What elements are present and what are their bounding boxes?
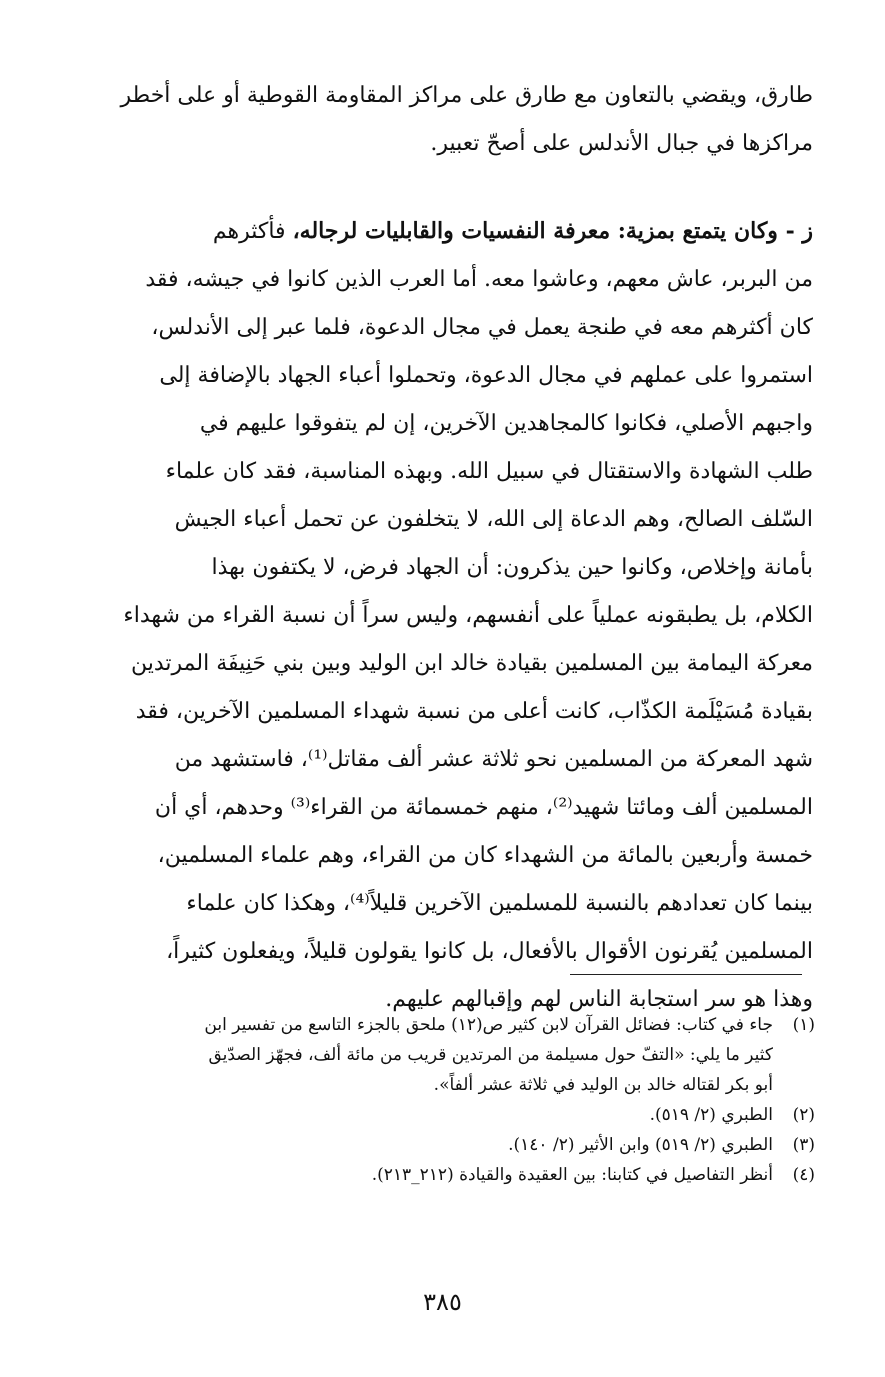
text-line: الكلام، بل يطبقونه عملياً على أنفسهم، وليس سراً أن نسبة القراء من شهداء [123,603,813,628]
footnote-text [80,1010,773,1100]
text-line: وهذا هو سر استجابة الناس لهم وإقبالهم عليهم. [385,987,813,1012]
page-number: ٣٨٥ [423,1288,462,1316]
text-line: واجبهم الأصلي، فكانوا كالمجاهدين الآخرين، إن لم يتفوقوا عليهم في [199,411,813,436]
text-line: من البربر، عاش معهم، وعاشوا معه. أما العرب الذين كانوا في جيشه، فقد [145,267,813,292]
text-line: كان أكثرهم معه في طنجة يعمل في مجال الدعوة، فلما عبر إلى الأندلس، [151,315,813,340]
text-line: بأمانة وإخلاص، وكانوا حين يذكرون: أن الجهاد فرض، لا يكتفون بهذا [211,555,813,580]
text-line: شهد المعركة من المسلمين نحو ثلاثة عشر ألف مقاتل⁽¹⁾، فاستشهد من [174,747,813,772]
footnote-line: الطبري (٢/ ٥١٩) وابن الأثير (٢/ ١٤٠). [508,1135,773,1155]
text-line: المسلمين يُقرنون الأقوال بالأفعال، بل كانوا يقولون قليلاً، ويفعلون كثيراً، [166,939,813,964]
footnote-text [80,1130,773,1160]
footnotes [80,1010,815,1190]
footnote-3 [80,1130,815,1160]
text-line: مراكزها في جبال الأندلس على أصحّ تعبير. [430,131,813,156]
text-line: معركة اليمامة بين المسلمين بقيادة خالد ابن الوليد وبين بني حَنِيفَة المرتدين [130,651,813,676]
footnote-line: كثير ما يلي: «التفّ حول مسيلمة من المرتدين قريب من مائة ألف، فجهّز الصدّيق [208,1045,773,1065]
text-line: بينما كان تعدادهم بالنسبة للمسلمين الآخرين قليلاً⁽⁴⁾، وهكذا كان علماء [186,891,813,916]
text-line: طارق، ويقضي بالتعاون مع طارق على مراكز المقاومة القوطية أو على أخطر [120,83,813,108]
footnote-line: أنظر التفاصيل في كتابنا: بين العقيدة والقيادة (٢١٢_٢١٣). [371,1165,773,1185]
section-heading: ز - وكان يتمتع بمزية: معرفة النفسيات والقابليات لرجاله، [292,218,813,244]
footnote-number: (٤) [792,1165,815,1185]
paragraph-main [100,207,813,1024]
footnote-2 [80,1100,815,1130]
footnote-number: (١) [792,1015,815,1035]
footnote-line: جاء في كتاب: فضائل القرآن لابن كثير ص(١٢) ملحق بالجزء التاسع من تفسير ابن [204,1015,773,1035]
footnote-text [80,1100,773,1130]
text-line: خمسة وأربعين بالمائة من الشهداء كان من القراء، وهم علماء المسلمين، [157,843,813,868]
footnote-line: الطبري (٢/ ٥١٩). [649,1105,773,1125]
text-line: استمروا على عملهم في مجال الدعوة، وتحملوا أعباء الجهاد بالإضافة إلى [159,363,813,388]
footnote-text [80,1160,773,1190]
text-line: المسلمين ألف ومائتا شهيد⁽²⁾، منهم خمسمائة من القراء⁽³⁾ وحدهم، أي أن [154,795,813,820]
footnote-divider [570,974,802,975]
text-line: بقيادة مُسَيْلَمة الكذّاب، كانت أعلى من نسبة شهداء المسلمين الآخرين، فقد [135,699,813,724]
text-line: السّلف الصالح، وهم الدعاة إلى الله، لا يتخلفون عن تحمل أعباء الجيش [174,507,813,532]
footnote-1 [80,1010,815,1100]
footnote-number: (٢) [792,1105,815,1125]
heading-line-rest: فأكثرهم [212,219,293,244]
paragraph-continuation [100,72,813,168]
footnote-number: (٣) [792,1135,815,1155]
footnote-line: أبو بكر لقتاله خالد بن الوليد في ثلاثة عشر ألفاً». [433,1075,773,1095]
footnote-4 [80,1160,815,1190]
text-line: طلب الشهادة والاستقتال في سبيل الله. وبهذه المناسبة، فقد كان علماء [165,459,813,484]
paragraph-first-line [100,207,813,256]
